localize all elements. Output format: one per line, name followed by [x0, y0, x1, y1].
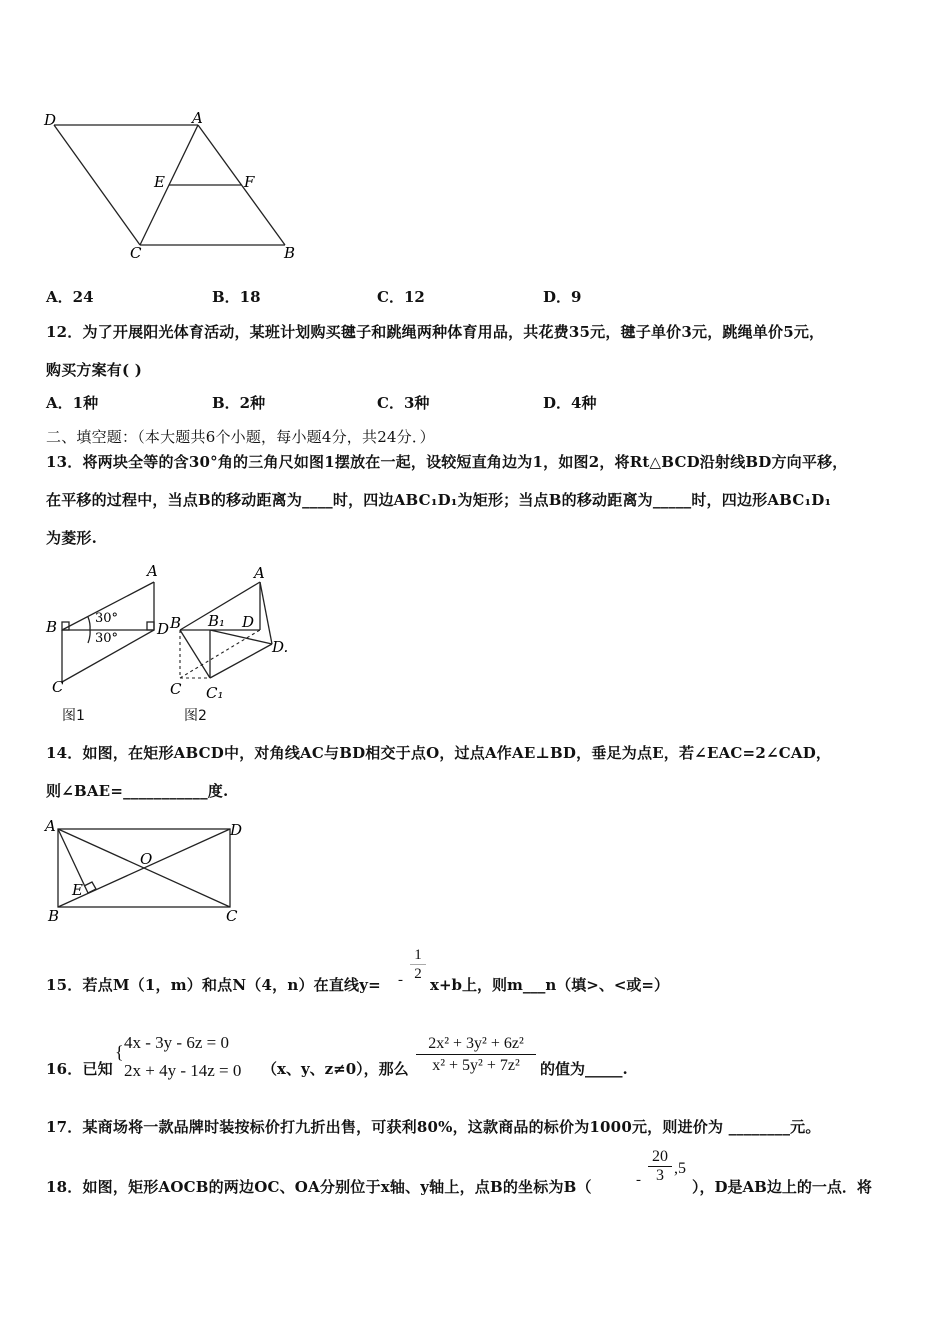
q11-label-B: B [284, 244, 296, 262]
q15-fraction-num: 1 [414, 947, 422, 963]
q16-condition: （x、y、z≠0），那么 [262, 1060, 409, 1078]
q16-equation-2: 2x + 4y - 14z = 0 [124, 1061, 242, 1080]
q13-figure-1 [40, 560, 175, 700]
q11-label-E: E [154, 173, 165, 191]
q13-figure-2 [168, 560, 298, 705]
q12-option-a[interactable]: A．1种 [46, 394, 99, 412]
q14-figure [40, 815, 260, 930]
fig2-label-C: C [170, 680, 182, 698]
fig1-label-C: C [52, 678, 64, 696]
fig2-label-D: D [242, 613, 255, 631]
q16-fraction-den: x² + 5y² + 7z² [432, 1057, 520, 1074]
fig1-label-D: D [157, 620, 170, 638]
q11-option-a[interactable]: A．24 [46, 288, 94, 306]
q12-option-b[interactable]: B．2种 [212, 394, 266, 412]
q15-fraction [410, 946, 426, 983]
q18-text-suffix: ），D是AB边上的一点．将 [692, 1178, 872, 1196]
q11-label-A: A [192, 109, 203, 127]
q11-option-c[interactable]: C．12 [377, 288, 425, 306]
q12-text-line2: 购买方案有( ) [46, 361, 143, 379]
q12-option-c[interactable]: C．3种 [377, 394, 430, 412]
q18-fraction-num: 20 [652, 1148, 668, 1165]
q14-label-B: B [48, 907, 60, 925]
q14-text-line2: 则∠BAE=___________度. [46, 782, 229, 800]
q18-coord-tail: ,5 [674, 1160, 686, 1177]
q14-label-C: C [226, 907, 238, 925]
q11-label-F: F [244, 173, 255, 191]
q11-label-C: C [130, 244, 142, 262]
q15-fraction-den: 2 [414, 966, 422, 982]
q14-label-D: D [230, 821, 243, 839]
fig1-angle-lower: 30° [95, 631, 119, 646]
q16-equation-1: 4x - 3y - 6z = 0 [124, 1033, 229, 1052]
q16-fraction-num: 2x² + 3y² + 6z² [428, 1035, 524, 1052]
q15-text-suffix: x+b上，则m___n（填>、<或=） [430, 976, 669, 994]
q13-text-line1: 13．将两块全等的含30°角的三角尺如图1摆放在一起，设较短直角边为1，如图2，将Rt△BCD沿射线BD方向平移， [46, 453, 848, 471]
q16-text-suffix: 的值为_____. [540, 1060, 628, 1078]
q13-text-line2: 在平移的过程中，当点B的移动距离为____时，四边ABC₁D₁为矩形；当点B的移动距离为_____时，四边形ABC₁D₁ [46, 491, 832, 509]
fig2-label-B1: B₁ [208, 612, 226, 630]
fig2-label-A: A [254, 564, 265, 582]
fig1-label-B: B [46, 618, 58, 636]
q18-minus: - [636, 1172, 641, 1188]
q11-option-d[interactable]: D．9 [543, 288, 582, 306]
q14-label-A: A [45, 817, 56, 835]
q14-label-E: E [72, 881, 83, 899]
q16-text-prefix: 16．已知 [46, 1060, 113, 1078]
fig2-label-D-moved: D. [272, 638, 289, 656]
q11-option-b[interactable]: B．18 [212, 288, 261, 306]
q18-fraction [648, 1148, 672, 1185]
q15-minus: - [398, 972, 403, 988]
q13-figure-1-caption: 图1 [62, 708, 85, 724]
q16-brace: { [115, 1042, 124, 1062]
q11-figure [40, 105, 310, 270]
q14-text-line1: 14．如图，在矩形ABCD中，对角线AC与BD相交于点O，过点A作AE⊥BD，垂足为点E，若∠EAC=2∠CAD， [46, 744, 832, 762]
q12-text-line1: 12．为了开展阳光体育活动，某班计划购买毽子和跳绳两种体育用品，共花费35元，毽子单价3元，跳绳单价5元， [46, 323, 825, 341]
q14-label-O: O [140, 850, 153, 868]
fig1-label-A: A [147, 562, 158, 580]
section-heading: 二、填空题：（本大题共6个小题，每小题4分，共24分．） [46, 428, 435, 446]
q11-label-D: D [44, 111, 57, 129]
q15-text-prefix: 15．若点M（1，m）和点N（4，n）在直线y= [46, 976, 381, 994]
q13-text-line3: 为菱形. [46, 529, 98, 547]
q17-text: 17．某商场将一款品牌时装按标价打九折出售，可获利80%，这款商品的标价为1000元，则进价为 ________元。 [46, 1118, 821, 1136]
q13-figure-2-caption: 图2 [184, 708, 207, 724]
q12-option-d[interactable]: D．4种 [543, 394, 597, 412]
q18-fraction-den: 3 [656, 1167, 664, 1184]
q18-text-prefix: 18．如图，矩形AOCB的两边OC、OA分别位于x轴、y轴上，点B的坐标为B（ [46, 1178, 592, 1196]
q16-fraction [416, 1034, 536, 1077]
fig2-label-B: B [170, 614, 182, 632]
fig2-label-C1: C₁ [206, 684, 224, 702]
fig1-angle-upper: 30° [95, 611, 119, 626]
